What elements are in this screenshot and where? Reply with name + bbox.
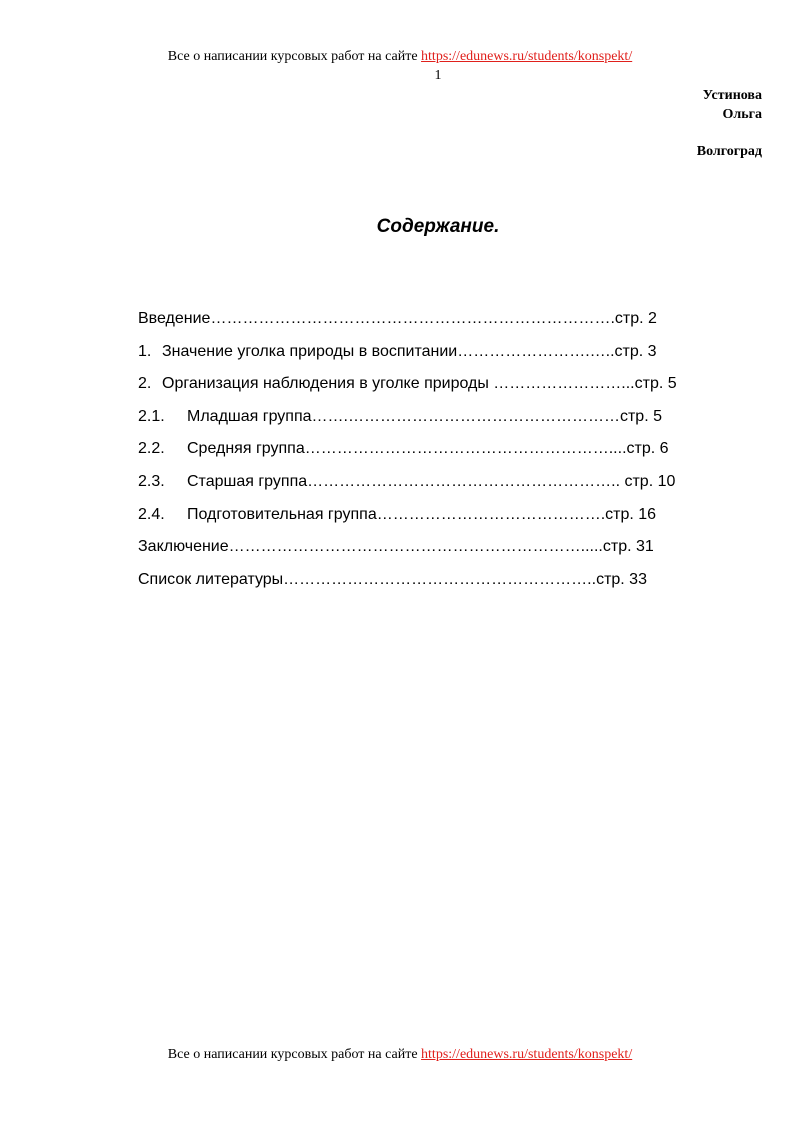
header-text: Все о написании курсовых работ на сайте xyxy=(167,49,422,64)
toc-item-text: Младшая группа…….……………………………………………стр. 5 xyxy=(187,407,662,425)
toc-item-introduction[interactable] xyxy=(138,307,758,340)
toc-item-number: 2.3. xyxy=(138,472,165,490)
toc-item-text: Старшая группа………………………………………………….. стр. 10 xyxy=(187,472,676,490)
toc-item-2[interactable] xyxy=(138,372,758,405)
toc-item-2-4[interactable] xyxy=(138,503,758,536)
toc-item-2-2[interactable] xyxy=(138,437,758,470)
toc-item-text: Организация наблюдения в уголке природы ……………………...стр. 5 xyxy=(162,375,677,393)
author-block xyxy=(703,86,762,124)
toc-item-text: Заключение………………………………………………………….....стр. 31 xyxy=(138,538,654,556)
toc-item-bibliography[interactable] xyxy=(138,568,758,601)
toc-item-number: 2.2. xyxy=(138,440,165,458)
page-footer xyxy=(0,1046,800,1064)
toc-item-number: 2.4. xyxy=(138,505,165,523)
toc-item-number: 2.1. xyxy=(138,407,165,425)
toc-item-text: Введение………………………………………………………………….стр. 2 xyxy=(138,310,657,327)
toc-item-number: 2. xyxy=(138,375,152,393)
footer-text: Все о написании курсовых работ на сайте xyxy=(167,1047,422,1062)
author-last-name: Устинова xyxy=(702,88,762,103)
toc-item-2-3[interactable] xyxy=(138,470,758,503)
toc-title: Содержание. xyxy=(376,216,500,237)
toc-item-conclusion[interactable] xyxy=(138,535,758,568)
toc-item-text: Значение уголка природы в воспитании…………………….…..стр. 3 xyxy=(162,342,657,360)
toc-item-text: Список литературы…………………………………………………..стр. 33 xyxy=(138,570,647,588)
author-first-name: Ольга xyxy=(722,107,762,122)
page-number: 1 xyxy=(434,68,442,83)
footer-link[interactable]: https://edunews.ru/students/konspekt/ xyxy=(421,1047,633,1062)
toc-item-2-1[interactable] xyxy=(138,405,758,438)
toc-item-1[interactable] xyxy=(138,340,758,373)
city: Волгоград xyxy=(696,144,762,159)
toc-item-text: Средняя группа…………………………………………………....стр. 6 xyxy=(187,440,669,458)
header-link[interactable]: https://edunews.ru/students/konspekt/ xyxy=(421,49,633,64)
page-header xyxy=(0,48,800,66)
table-of-contents xyxy=(138,307,758,600)
toc-item-text: Подготовительная группа…………………………………….стр. 16 xyxy=(187,505,657,523)
toc-item-number: 1. xyxy=(138,342,152,360)
